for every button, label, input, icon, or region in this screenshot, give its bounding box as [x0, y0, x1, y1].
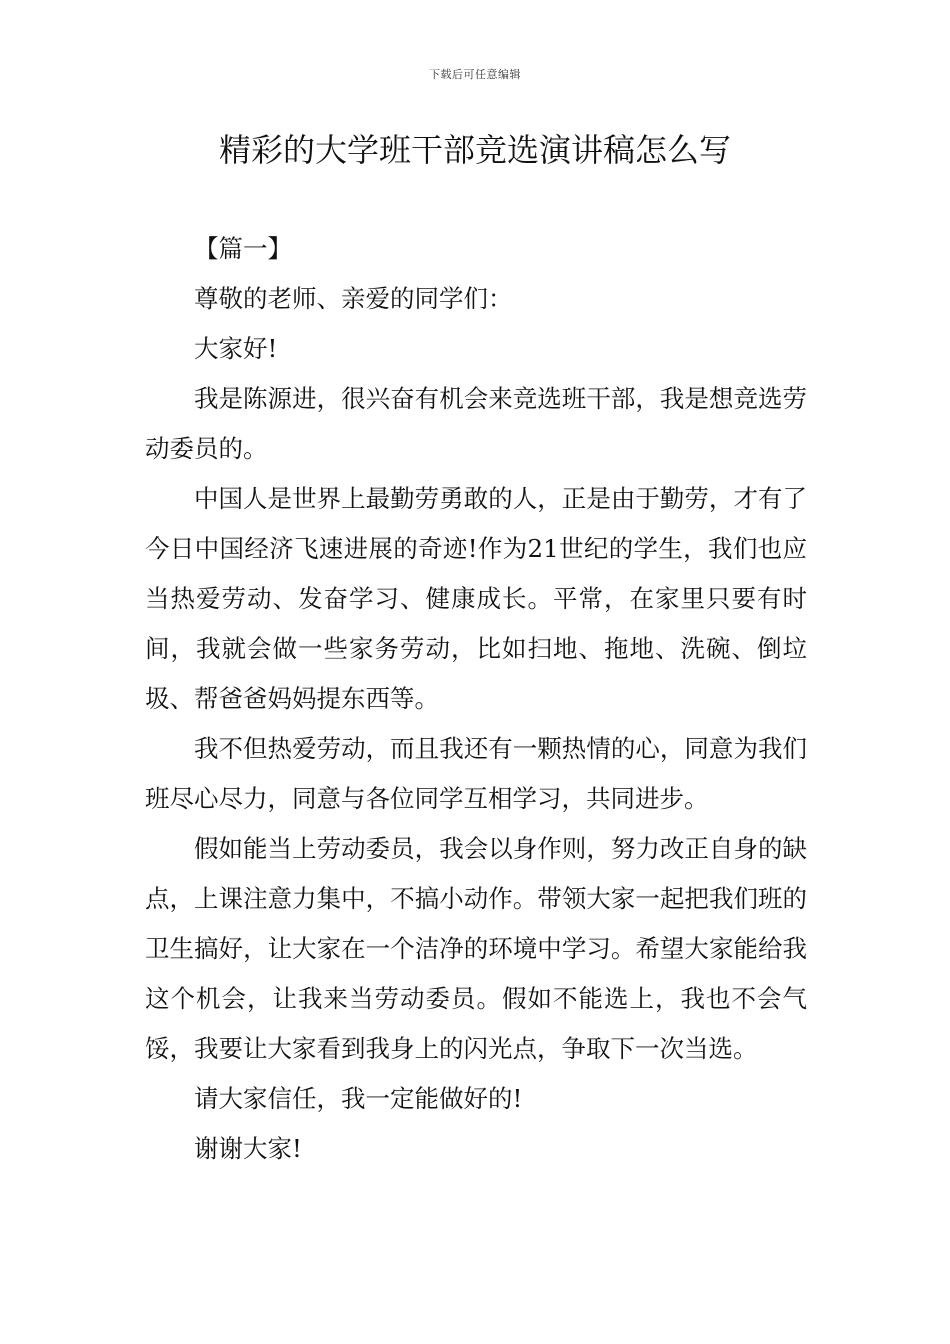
paragraph-thanks: 谢谢大家! [194, 1134, 302, 1163]
paragraph-commitment: 假如能当上劳动委员，我会以身作则，努力改正自身的缺点，上课注意力集中，不搞小动作。带领大家一起把我们班的卫生搞好，让大家在一个洁净的环境中学习。希望大家能给我这个机会，让我来当劳动委员。假如不能选上，我也不会气馁，我要让大家看到我身上的闪光点，争取下一次当选。 [145, 834, 807, 1063]
paragraph-greeting-salutation: 尊敬的老师、亲爱的同学们： [194, 284, 513, 313]
header-note: 下载后可任意编辑 [429, 68, 521, 81]
paragraph-greeting: 大家好! [194, 334, 278, 363]
paragraph-introduction: 我是陈源进，很兴奋有机会来竞选班干部，我是想竞选劳动委员的。 [145, 384, 807, 463]
paragraph-trust: 请大家信任，我一定能做好的! [194, 1084, 523, 1113]
paragraph-enthusiasm: 我不但热爱劳动，而且我还有一颗热情的心，同意为我们班尽心尽力，同意与各位同学互相学习，共同进步。 [145, 734, 807, 813]
paragraph-hardworking: 中国人是世界上最勤劳勇敢的人，正是由于勤劳，才有了今日中国经济飞速进展的奇迹!作为21世纪的学生，我们也应当热爱劳动、发奋学习、健康成长。平常，在家里只要有时间，我就会做一些家务劳动，比如扫地、拖地、洗碗、倒垃圾、帮爸爸妈妈提东西等。 [145, 484, 807, 713]
section-label: 【篇一】 [194, 234, 292, 263]
document-body [145, 224, 807, 1174]
document-title: 精彩的大学班干部竞选演讲稿怎么写 [218, 131, 731, 169]
